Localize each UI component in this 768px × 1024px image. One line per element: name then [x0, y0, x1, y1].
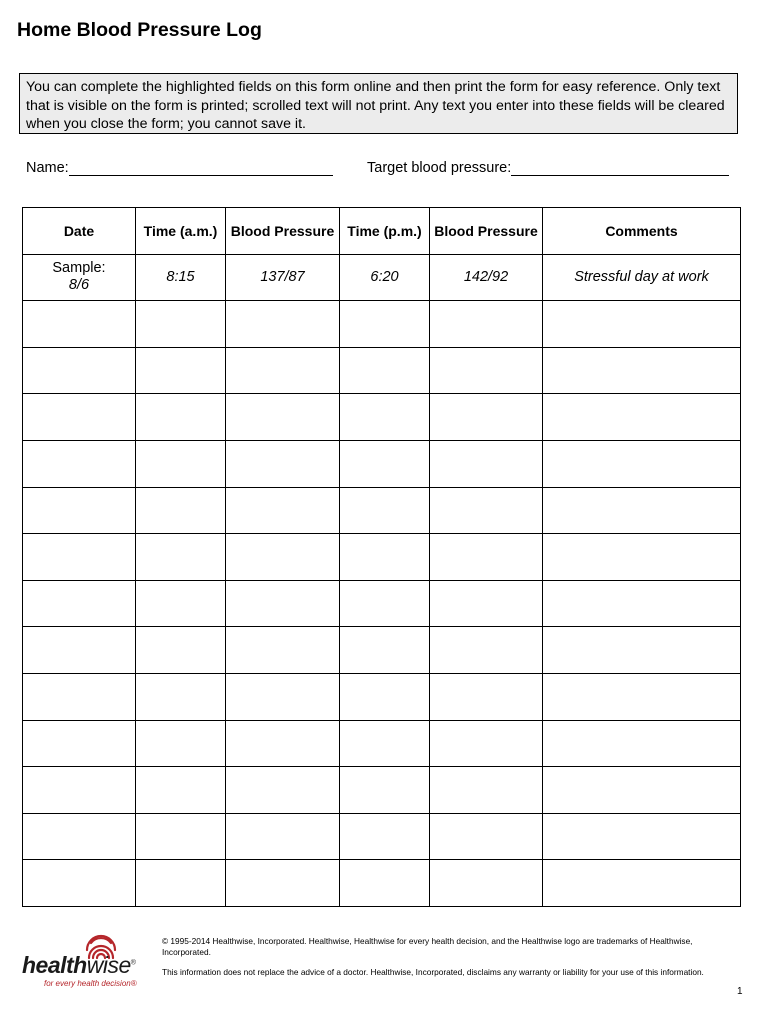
log-time-am-cell[interactable] — [136, 394, 226, 441]
table-row — [23, 720, 741, 767]
log-comments-cell[interactable] — [543, 534, 741, 581]
sample-time-pm: 6:20 — [340, 254, 430, 301]
target-bp-label: Target blood pressure: — [367, 160, 512, 176]
log-comments-cell[interactable] — [543, 627, 741, 674]
log-comments-cell[interactable] — [543, 394, 741, 441]
name-label: Name: — [26, 160, 69, 176]
blood-pressure-log-table — [22, 207, 741, 907]
log-time-am-cell[interactable] — [136, 301, 226, 348]
log-time-pm-cell[interactable] — [340, 347, 430, 394]
log-bp-pm-cell[interactable] — [430, 347, 543, 394]
log-date-cell[interactable] — [23, 813, 136, 860]
log-time-am-cell[interactable] — [136, 860, 226, 907]
table-row — [23, 860, 741, 907]
log-bp-pm-cell[interactable] — [430, 301, 543, 348]
header-time-am: Time (a.m.) — [136, 208, 226, 255]
sample-bp-pm: 142/92 — [430, 254, 543, 301]
log-comments-cell[interactable] — [543, 720, 741, 767]
table-row — [23, 673, 741, 720]
log-date-cell[interactable] — [23, 580, 136, 627]
header-blood-pressure-pm: Blood Pressure — [430, 208, 543, 255]
log-comments-cell[interactable] — [543, 487, 741, 534]
page-title: Home Blood Pressure Log — [17, 19, 262, 41]
log-time-pm-cell[interactable] — [340, 440, 430, 487]
log-time-am-cell[interactable] — [136, 487, 226, 534]
name-input[interactable] — [69, 159, 333, 176]
log-time-pm-cell[interactable] — [340, 487, 430, 534]
table-row — [23, 347, 741, 394]
log-time-pm-cell[interactable] — [340, 627, 430, 674]
log-bp-am-cell[interactable] — [226, 720, 340, 767]
log-comments-cell[interactable] — [543, 580, 741, 627]
table-row — [23, 767, 741, 814]
log-bp-pm-cell[interactable] — [430, 673, 543, 720]
log-bp-pm-cell[interactable] — [430, 627, 543, 674]
log-date-cell[interactable] — [23, 767, 136, 814]
log-bp-am-cell[interactable] — [226, 347, 340, 394]
target-bp-field-row — [367, 159, 729, 176]
log-time-am-cell[interactable] — [136, 720, 226, 767]
logo-word-italic: wise — [86, 952, 131, 978]
log-time-pm-cell[interactable] — [340, 720, 430, 767]
log-date-cell[interactable] — [23, 394, 136, 441]
log-comments-cell[interactable] — [543, 767, 741, 814]
log-time-am-cell[interactable] — [136, 580, 226, 627]
table-row — [23, 627, 741, 674]
log-time-am-cell[interactable] — [136, 627, 226, 674]
log-time-pm-cell[interactable] — [340, 580, 430, 627]
log-time-pm-cell[interactable] — [340, 767, 430, 814]
page-number: 1 — [737, 986, 743, 997]
log-bp-am-cell[interactable] — [226, 860, 340, 907]
header-blood-pressure-am: Blood Pressure — [226, 208, 340, 255]
log-time-pm-cell[interactable] — [340, 673, 430, 720]
log-time-am-cell[interactable] — [136, 347, 226, 394]
logo-tagline: for every health decision® — [44, 979, 137, 988]
disclaimer-text: This information does not replace the advice of a doctor. Healthwise, Incorporated, disclaims any warranty or liability for your use of this information. — [162, 967, 704, 977]
log-bp-am-cell[interactable] — [226, 627, 340, 674]
log-time-pm-cell[interactable] — [340, 813, 430, 860]
name-field-row — [26, 159, 333, 176]
log-bp-am-cell[interactable] — [226, 813, 340, 860]
log-time-pm-cell[interactable] — [340, 534, 430, 581]
table-row — [23, 301, 741, 348]
log-date-cell[interactable] — [23, 673, 136, 720]
log-time-am-cell[interactable] — [136, 767, 226, 814]
table-row — [23, 813, 741, 860]
log-date-cell[interactable] — [23, 347, 136, 394]
log-bp-pm-cell[interactable] — [430, 534, 543, 581]
log-comments-cell[interactable] — [543, 301, 741, 348]
log-bp-pm-cell[interactable] — [430, 720, 543, 767]
log-date-cell[interactable] — [23, 627, 136, 674]
sample-time-am: 8:15 — [136, 254, 226, 301]
log-time-am-cell[interactable] — [136, 534, 226, 581]
log-time-pm-cell[interactable] — [340, 860, 430, 907]
log-date-cell[interactable] — [23, 860, 136, 907]
log-bp-am-cell[interactable] — [226, 534, 340, 581]
log-comments-cell[interactable] — [543, 440, 741, 487]
log-date-cell[interactable] — [23, 720, 136, 767]
log-bp-pm-cell[interactable] — [430, 394, 543, 441]
logo-wordmark — [22, 952, 135, 979]
log-bp-am-cell[interactable] — [226, 394, 340, 441]
table-row — [23, 534, 741, 581]
healthwise-logo — [22, 932, 154, 992]
log-time-pm-cell[interactable] — [340, 394, 430, 441]
log-bp-am-cell[interactable] — [226, 487, 340, 534]
log-comments-cell[interactable] — [543, 860, 741, 907]
log-comments-cell[interactable] — [543, 673, 741, 720]
log-bp-am-cell[interactable] — [226, 580, 340, 627]
log-bp-am-cell[interactable] — [226, 673, 340, 720]
logo-registered-mark: ® — [130, 959, 136, 967]
log-time-am-cell[interactable] — [136, 813, 226, 860]
header-comments: Comments — [543, 208, 741, 255]
log-bp-pm-cell[interactable] — [430, 860, 543, 907]
log-time-am-cell[interactable] — [136, 440, 226, 487]
log-date-cell[interactable] — [23, 534, 136, 581]
copyright-text: © 1995-2014 Healthwise, Incorporated. Healthwise, Healthwise for every health decision, and the Healthwise logo are trademarks of Healthwise, Incorporated. — [162, 936, 693, 957]
table-row — [23, 394, 741, 441]
log-bp-am-cell[interactable] — [226, 301, 340, 348]
header-time-pm: Time (p.m.) — [340, 208, 430, 255]
instructions-notice: You can complete the highlighted fields on this form online and then print the form for easy reference. Only text that is visible on the form is printed; scrolled text will not print. Any text you enter into these fields will be cleared when you close the form; you cannot save it. — [19, 73, 738, 134]
log-bp-pm-cell[interactable] — [430, 813, 543, 860]
table-row — [23, 487, 741, 534]
log-time-pm-cell[interactable] — [340, 301, 430, 348]
log-date-cell[interactable] — [23, 487, 136, 534]
table-row — [23, 580, 741, 627]
log-bp-pm-cell[interactable] — [430, 767, 543, 814]
sample-row — [23, 254, 741, 301]
log-date-cell[interactable] — [23, 301, 136, 348]
log-date-cell[interactable] — [23, 440, 136, 487]
sample-date: 8/6 — [68, 277, 90, 294]
log-bp-pm-cell[interactable] — [430, 580, 543, 627]
target-bp-input[interactable] — [511, 159, 729, 176]
log-comments-cell[interactable] — [543, 347, 741, 394]
header-date: Date — [23, 208, 136, 255]
log-bp-pm-cell[interactable] — [430, 487, 543, 534]
logo-word-bold: health — [22, 952, 87, 978]
log-bp-am-cell[interactable] — [226, 767, 340, 814]
log-bp-pm-cell[interactable] — [430, 440, 543, 487]
log-bp-am-cell[interactable] — [226, 440, 340, 487]
sample-label: Sample: — [52, 260, 106, 277]
table-row — [23, 440, 741, 487]
log-time-am-cell[interactable] — [136, 673, 226, 720]
log-comments-cell[interactable] — [543, 813, 741, 860]
table-header-row — [23, 208, 741, 255]
sample-comments: Stressful day at work — [543, 254, 741, 301]
sample-bp-am: 137/87 — [226, 254, 340, 301]
sample-date-cell — [23, 254, 136, 301]
